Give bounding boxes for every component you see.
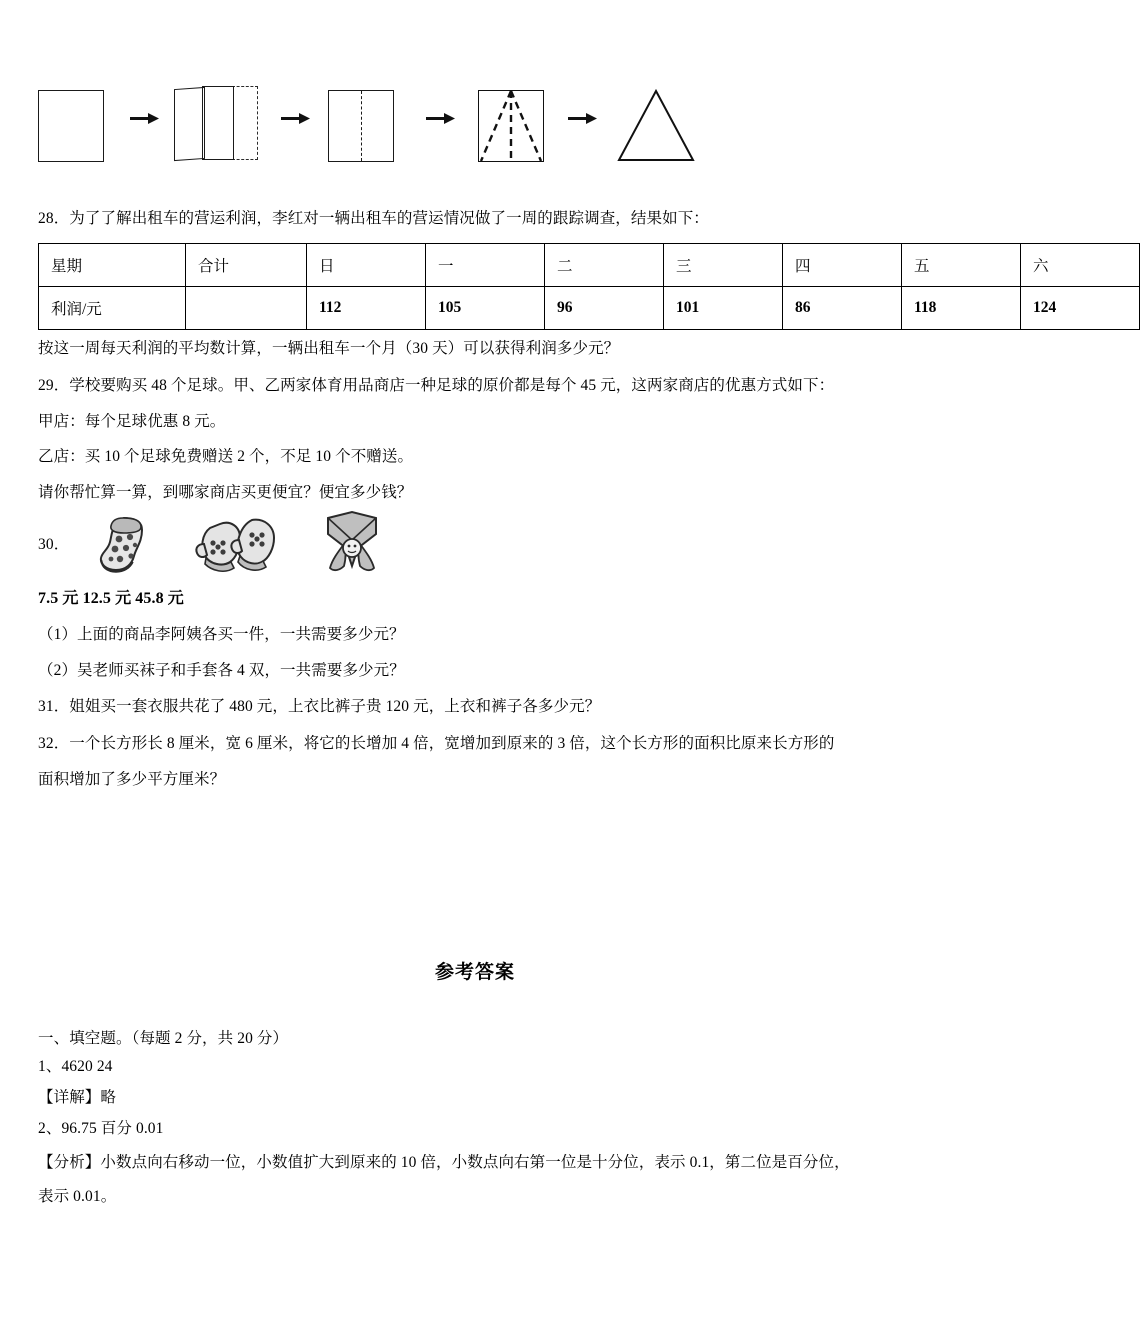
table-cell-value-2: 105: [426, 287, 545, 330]
table-cell-row-header-0: 星期: [39, 244, 186, 287]
answers-title: 参考答案: [434, 961, 515, 983]
table-cell-row-header-1: 利润/元: [39, 287, 186, 330]
center-crease-line: [361, 91, 362, 161]
fold-step-triangle-creases: [478, 90, 544, 162]
arrow-right-icon-2: [281, 112, 311, 125]
table-cell-value-4: 101: [664, 287, 783, 330]
fold-left-leaf: [174, 87, 205, 161]
answers-item-1: 1、4620 24: [38, 1058, 113, 1075]
rectangle-with-triangle-creases-shape: [478, 90, 544, 162]
answers-analysis-2-line-1: 【分析】小数点向右移动一位，小数值扩大到原来的 10 倍，小数点向右第一位是十分位，表示 0.1，第二位是百分位，: [38, 1154, 850, 1171]
table-cell-value-5: 86: [783, 287, 902, 330]
table-cell-col-6: 五: [902, 244, 1021, 287]
table-cell-value-6: 118: [902, 287, 1021, 330]
fold-right-leaf: [202, 86, 234, 160]
rectangle-with-crease-shape: [328, 90, 394, 162]
answers-analysis-2-line-2: 表示 0.01。: [38, 1188, 117, 1205]
question-28-question: 按这一周每天利润的平均数计算，一辆出租车一个月（30 天）可以获得利润多少元？: [38, 340, 620, 357]
question-30-goods-illustrations: [80, 508, 420, 580]
answers-item-2: 2、96.75 百分 0.01: [38, 1120, 164, 1137]
paper-folding-figure: [38, 72, 678, 182]
table-cell-col-2: 一: [426, 244, 545, 287]
question-32-line-1: 32．一个长方形长 8 厘米，宽 6 厘米，将它的长增加 4 倍，宽增加到原来的 3 倍，这个长方形的面积比原来长方形的: [38, 735, 835, 752]
arrow-right-icon-1: [130, 112, 160, 125]
fold-step-half-folded: [174, 86, 258, 162]
table-cell-col-5: 四: [783, 244, 902, 287]
question-29-stem: 29．学校要购买 48 个足球。甲、乙两家体育用品商店一种足球的原价都是每个 45 元，这两家商店的优惠方式如下：: [38, 377, 835, 394]
question-31-stem: 31．姐姐买一套衣服共花了 480 元，上衣比裤子贵 120 元，上衣和裤子各多少元？: [38, 698, 601, 715]
table-row-values: [39, 287, 1140, 330]
triangle-shape: [616, 88, 696, 164]
arrow-right-icon-3: [426, 112, 456, 125]
answers-explain-1: 【详解】略: [38, 1089, 117, 1106]
question-30-number: 30．: [38, 536, 70, 553]
question-29-store-b: 乙店：买 10 个足球免费赠送 2 个，不足 10 个不赠送。: [38, 448, 414, 465]
fold-step-creased: [328, 90, 394, 162]
mittens-icon: [190, 514, 286, 576]
fold-ghost-outline: [232, 86, 258, 160]
table-cell-col-1: 日: [307, 244, 426, 287]
table-cell-col-4: 三: [664, 244, 783, 287]
sock-icon: [90, 512, 164, 580]
table-cell-col-3: 二: [545, 244, 664, 287]
arrow-right-icon-4: [568, 112, 598, 125]
table-cell-value-3: 96: [545, 287, 664, 330]
question-32-line-2: 面积增加了多少平方厘米？: [38, 771, 226, 788]
fold-step-rectangle: [38, 90, 104, 162]
scarf-icon: [308, 508, 396, 580]
fold-step-final-triangle: [616, 88, 696, 164]
table-cell-col-0: 合计: [186, 244, 307, 287]
question-29-question: 请你帮忙算一算，到哪家商店买更便宜？便宜多少钱？: [38, 484, 413, 501]
answers-section-1-heading: 一、填空题。（每题 2 分，共 20 分）: [38, 1030, 289, 1047]
question-30-sub-2: （2）吴老师买袜子和手套各 4 双，一共需要多少元？: [38, 662, 405, 679]
question-30-sub-1: （1）上面的商品李阿姨各买一件，一共需要多少元？: [38, 626, 405, 643]
table-cell-col-7: 六: [1021, 244, 1140, 287]
table-row-header: [39, 244, 1140, 287]
table-cell-value-0: [186, 287, 307, 330]
profit-table: [38, 243, 1140, 330]
half-folded-shape: [174, 86, 258, 162]
table-cell-value-7: 124: [1021, 287, 1140, 330]
question-30-prices: 7.5 元 12.5 元 45.8 元: [38, 590, 184, 607]
question-29-store-a: 甲店：每个足球优惠 8 元。: [38, 413, 226, 430]
table-cell-value-1: 112: [307, 287, 426, 330]
rectangle-shape: [38, 90, 104, 162]
question-28-stem: 28．为了了解出租车的营运利润，李红对一辆出租车的营运情况做了一周的跟踪调查，结果如下：: [38, 210, 709, 227]
